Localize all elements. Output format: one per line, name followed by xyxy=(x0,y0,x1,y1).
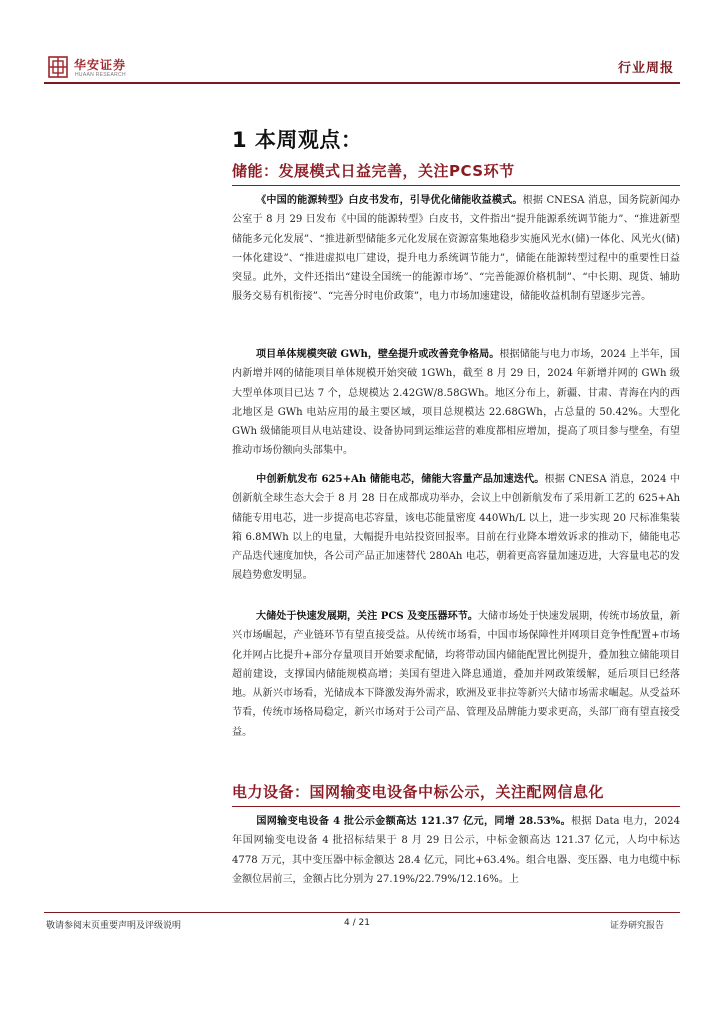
logo-mark-icon xyxy=(48,56,68,78)
storage-heading-text: 储能：发展模式日益完善，关注PCS环节 xyxy=(232,162,515,180)
page-header xyxy=(44,50,680,82)
logo-name: 华安证券 xyxy=(74,58,127,72)
report-type-label: 行业周报 xyxy=(617,61,674,76)
storage-paragraph-2-body: 根据储能与电力市场，2024 上半年，国内新增并网的储能项目单体规模开始突破 1GWh，截至 8 月 29 日，2024 年新增并网的 GWh 级大型单体项目已达 7 个，总规模达 2.42GW/8.58GWh。地区分布上，新疆、甘肃、青海在内的西北地区是 GWh 电站应用的最主要区域，项目总规模达 22.68GWh，占总量的 50.42%。大型化 GWh 级储能项目从电站建设、设备协同到运维运营的难度都相应增加，提高了项目参与壁垒，有望推动市场份额向头部集中。 xyxy=(232,349,680,457)
logo-subtitle: HUAAN RESEARCH xyxy=(75,72,126,78)
power-paragraph-1 xyxy=(232,812,680,892)
storage-heading-rule xyxy=(232,185,680,186)
company-logo xyxy=(48,56,198,82)
storage-paragraph-1-lead: 《中国的能源转型》白皮书发布，引导优化储能收益模式。 xyxy=(256,195,523,206)
storage-paragraph-4-lead: 大储处于快速发展期，关注 PCS 及变压器环节。 xyxy=(256,611,478,622)
power-paragraph-1-body: 根据 Data 电力，2024 年国网输变电设备 4 批招标结果于 8 月 29 日公示，中标金额高达 121.37 亿元，人均中标达 4778 万元，其中变压器中标金额达 28.4 亿元，同比+63.4%。组合电器、变压器、电力电缆中标金额位居前三，金额占比分别为 27.19%/22.79%/12.16%。上 xyxy=(232,816,680,885)
storage-paragraph-1-body: 根据 CNESA 消息，国务院新闻办公室于 8 月 29 日发布《中国的能源转型》白皮书，文件指出“提升能源系统调节能力”、“推进新型储能多元化发展”、“推进新型储能多元化发展在资源富集地稳步实施风光水(储)一体化、风光火(储)一体化建设”、“推进虚拟电厂建设，提升电力系统调节能力”，储能在能源转型过程中的重要性日益突显。此外，文件还指出“建设全国统一的能源市场”、“完善能源价格机制”、“中长期、现货、辅助服务交易有机衔接”、“完善分时电价政策”，电力市场加速建设，储能收益机制有望逐步完善。 xyxy=(232,195,681,303)
storage-paragraph-3-body: 根据 CNESA 消息，2024 中创新航全球生态大会于 8 月 28 日在成都成功举办，会议上中创新航发布了采用新工艺的 625+Ah 储能专用电芯，进一步提高电芯容量，该电芯能量密度 440Wh/L 以上，进一步实现 20 尺标准集装箱 6.8MWh 以上的电量，大幅提升电站投资回报率。目前在行业降本增效诉求的推动下，储能电芯产品迭代速度加快，各公司产品正加速替代 280Ah 电芯，朝着更高容量加速迈进，大容量电芯的发展趋势愈发明显。 xyxy=(232,474,680,582)
power-heading-text: 电力设备：国网输变电设备中标公示，关注配网信息化 xyxy=(232,783,605,801)
page-number: 4 / 21 xyxy=(344,918,370,928)
disclaimer-note: 敬请参阅末页重要声明及评级说明 xyxy=(46,921,182,931)
power-heading xyxy=(232,781,680,809)
storage-paragraph-3-lead: 中创新航发布 625+Ah 储能电芯，储能大容量产品加速迭代。 xyxy=(256,474,545,485)
storage-paragraph-3 xyxy=(232,470,680,586)
header-divider xyxy=(44,82,680,84)
power-paragraph-1-lead: 国网输变电设备 4 批公示金额高达 121.37 亿元，同增 28.53%。 xyxy=(256,816,571,827)
storage-paragraph-1 xyxy=(232,191,680,307)
storage-paragraph-4 xyxy=(232,607,680,742)
report-category: 证券研究报告 xyxy=(609,921,664,931)
power-heading-rule xyxy=(232,806,680,807)
section-title: 1 本周观点： xyxy=(232,128,363,152)
storage-paragraph-2-lead: 项目单体规模突破 GWh，壁垒提升或改善竞争格局。 xyxy=(256,349,500,360)
storage-paragraph-4-body: 大储市场处于快速发展期，传统市场放量，新兴市场崛起，产业链环节有望直接受益。从传统市场看，中国市场保障性并网项目竞争性配置+市场化并网占比提升+部分存量项目开始要求配储，均将带动国内储能配置比例提升，叠加独立储能项目超前建设，支撑国内储能规模高增；美国有望进入降息通道，叠加并网政策缓解，延后项目已经落地。从新兴市场看，光储成本下降激发海外需求，欧洲及亚非拉等新兴大储市场需求崛起。从受益环节看，传统市场格局稳定，新兴市场对于公司产品、管理及品牌能力要求更高，头部厂商有望直接受益。 xyxy=(232,611,680,738)
storage-heading xyxy=(232,160,680,188)
storage-paragraph-2 xyxy=(232,345,680,461)
footer-divider xyxy=(44,912,680,913)
